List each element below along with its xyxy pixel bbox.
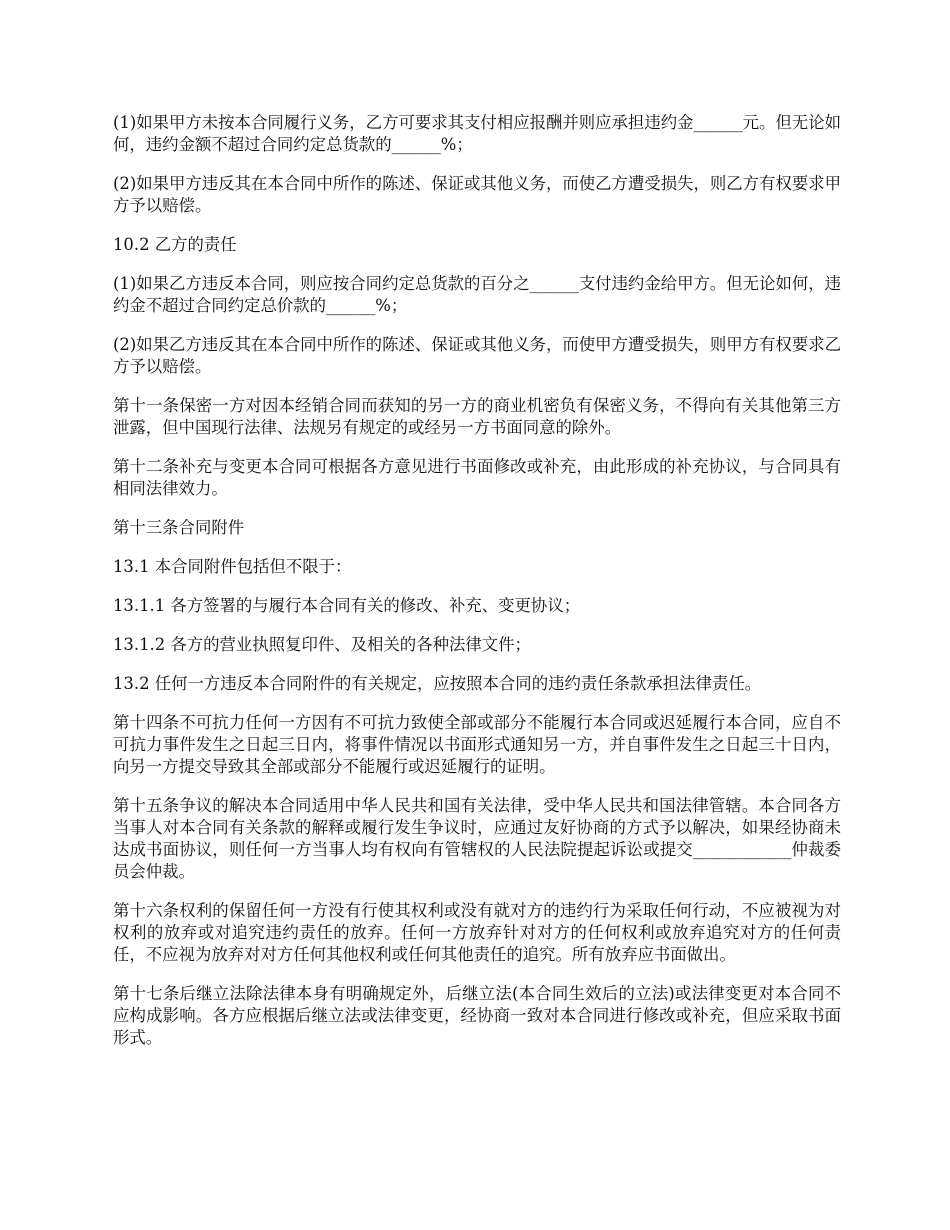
article-17-subsequent-legislation: 第十七条后继立法除法律本身有明确规定外，后继立法(本合同生效后的立法)或法律变更对本合同不应构成影响。各方应根据后继立法或法律变更，经协商一致对本合同进行修改或补充，但应采取书面形式。: [113, 984, 841, 1047]
clause-13-2: 13.2 任何一方违反本合同附件的有关规定，应按照本合同的违约责任条款承担法律责任。: [113, 674, 762, 693]
article-13-heading: 第十三条合同附件: [113, 518, 245, 537]
clause-13-1-1: 13.1.1 各方签署的与履行本合同有关的修改、补充、变更协议；: [113, 596, 581, 615]
article-16-reservation-of-rights: 第十六条权利的保留任何一方没有行使其权利或没有就对方的违约行为采取任何行动，不应被视为对权利的放弃或对追究违约责任的放弃。任何一方放弃针对对方的任何权利或放弃追究对方的任何责任，不应视为放弃对对方任何其他权利或任何其他责任的追究。所有放弃应书面做出。: [113, 901, 841, 964]
clause-13-1: 13.1 本合同附件包括但不限于：: [113, 557, 352, 576]
clause-10-1-2: (2)如果甲方违反其在本合同中所作的陈述、保证或其他义务，而使乙方遭受损失，则乙方有权要求甲方予以赔偿。: [113, 174, 842, 215]
article-11-confidentiality: 第十一条保密一方对因本经销合同而获知的另一方的商业机密负有保密义务，不得向有关其他第三方泄露，但中国现行法律、法规另有规定的或经另一方书面同意的除外。: [113, 396, 841, 437]
article-15-dispute-resolution: 第十五条争议的解决本合同适用中华人民共和国有关法律，受中华人民共和国法律管辖。本合同各方当事人对本合同有关条款的解释或履行发生争议时，应通过友好协商的方式予以解决，如果经协商未达成书面协议，则任何一方当事人均有权向有管辖权的人民法院提起诉讼或提交____________仲裁委员会仲裁。: [113, 796, 841, 881]
article-14-force-majeure: 第十四条不可抗力任何一方因有不可抗力致使全部或部分不能履行本合同或迟延履行本合同，应自不可抗力事件发生之日起三日内，将事件情况以书面形式通知另一方，并自事件发生之日起三十日内，向另一方提交导致其全部或部分不能履行或迟延履行的证明。: [113, 713, 841, 776]
clause-10-2-1: (1)如果乙方违反本合同，则应按合同约定总货款的百分之______支付违约金给甲方。但无论如何，违约金不超过合同约定总价款的______%；: [113, 274, 842, 315]
clause-10-2-heading: 10.2 乙方的责任: [113, 235, 237, 254]
document-page: [113, 112, 841, 1066]
clause-10-2-2: (2)如果乙方违反其在本合同中所作的陈述、保证或其他义务，而使甲方遭受损失，则甲方有权要求乙方予以赔偿。: [113, 335, 842, 376]
article-12-amendment: 第十二条补充与变更本合同可根据各方意见进行书面修改或补充，由此形成的补充协议，与合同具有相同法律效力。: [113, 457, 841, 498]
clause-10-1-1: (1)如果甲方未按本合同履行义务，乙方可要求其支付相应报酬并则应承担违约金______元。但无论如何，违约金额不超过合同约定总货款的______%；: [113, 113, 842, 154]
clause-13-1-2: 13.1.2 各方的营业执照复印件、及相关的各种法律文件；: [113, 635, 531, 654]
